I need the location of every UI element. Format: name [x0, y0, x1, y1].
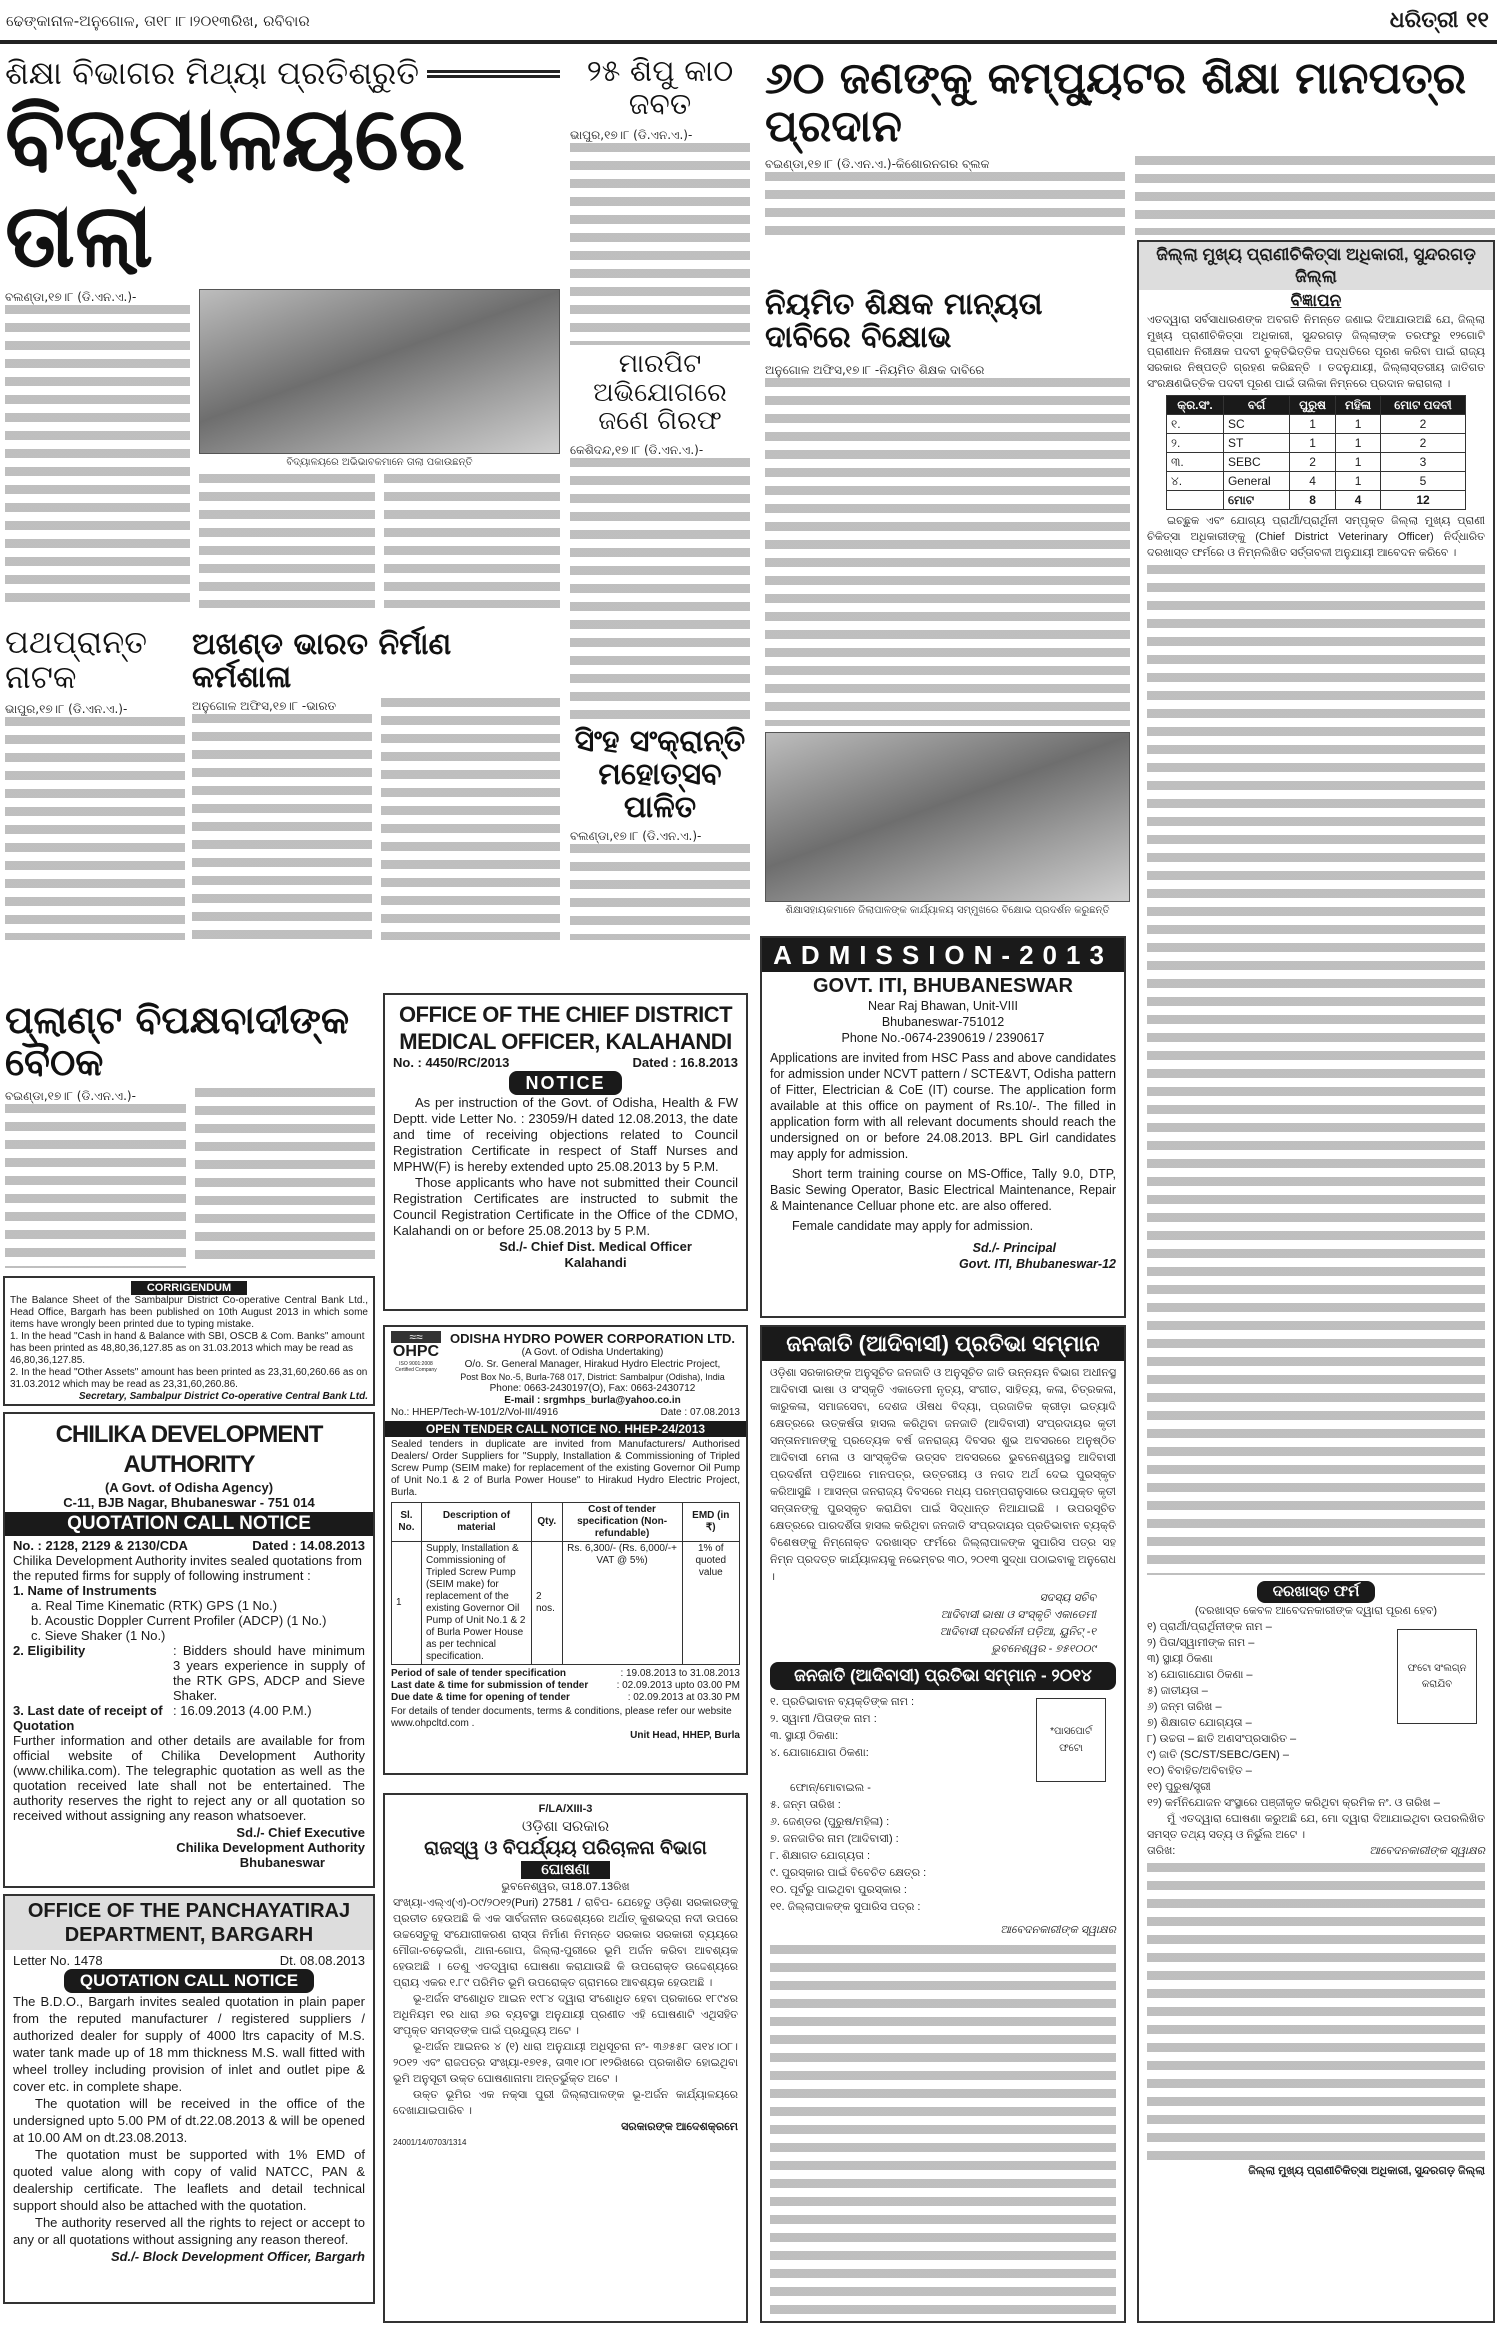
- page-header: [0, 0, 1497, 44]
- panchayat-p2: The quotation will be received in the office of the undersigned upto 5.00 PM of dt.22.08.2013 & will be opened at 10.00 AM on dt.23.08.2013.: [13, 2096, 365, 2145]
- article-body: [570, 844, 750, 940]
- vet-ad: [1137, 240, 1495, 2323]
- passport-photo-box: [1036, 1698, 1106, 1782]
- term-label: Due date & time for opening of tender: [391, 1692, 570, 1703]
- form-field: ୧. ପ୍ରତିଭାବାନ ବ୍ୟକ୍ତିଙ୍କ ନାମ :: [770, 1696, 915, 1708]
- form-field: ୯) ଜାତି (SC/ST/SEBC/GEN) –: [1147, 1749, 1289, 1761]
- form-field: ୨. ସ୍ୱାମୀ /ପିତାଙ୍କ ନାମ :: [770, 1713, 877, 1725]
- headline-plant-meeting: ପ୍ଲାଣ୍ଟ ବିପକ୍ଷବାଦୀଙ୍କ ବୈଠକ: [5, 998, 350, 1084]
- admission-p3: Female candidate may apply for admission.: [792, 1219, 1034, 1233]
- table-cell: SC: [1223, 415, 1289, 434]
- article-body: [5, 717, 185, 940]
- form-field: ୧୨) କର୍ମନିଯୋଜନ ସଂସ୍ଥାରେ ପଞ୍ଜୀକୃତ କରିଥିବା କ୍ରମିକ ନଂ. ଓ ତାରିଖ –: [1147, 1797, 1440, 1809]
- form-field: ୧୧) ପୁରୁଷ/ସ୍ତ୍ରୀ: [1147, 1781, 1211, 1793]
- article-body: [765, 172, 1125, 235]
- table-cell: 1: [1336, 472, 1381, 491]
- cdmo-date: Dated : 16.8.2013: [632, 1055, 738, 1070]
- panchayat-ad: [3, 1894, 375, 2304]
- headline-festival: ସିଂହ ସଂକ୍ରାନ୍ତି ମହୋତ୍ସବ ପାଳିତ: [574, 724, 746, 825]
- chilika-last: : 16.09.2013 (4.00 P.M.): [173, 1703, 312, 1718]
- form-field: ୫) ଜାତୀୟତା –: [1147, 1685, 1208, 1697]
- photo-attach-label: ଫଟୋ ସଂଲଗ୍ନ କରାଯିବ: [1407, 1662, 1467, 1690]
- dateline-teachers: ଅନୁଗୋଳ ଅଫିସ,୧୭।୮ -ନିୟମିତ ଶିକ୍ଷକ ଦାବିରେ: [765, 362, 1130, 378]
- cdmo-no: No. : 4450/RC/2013: [393, 1055, 510, 1070]
- chilika-sub: (A Govt. of Odisha Agency): [104, 1480, 274, 1495]
- corrigendum-body: The Balance Sheet of the Sambalpur District Co-operative Central Bank Ltd., Head Office, Bargarh has been published on 10th August 2013 in which some items have wrongly been printed due to typing mistake.: [10, 1295, 368, 1330]
- headline-school-lock: ବିଦ୍ୟାଳୟରେ ତାଲା: [5, 87, 466, 287]
- vet-sign: ଜିଲ୍ଲା ମୁଖ୍ୟ ପ୍ରାଣୀଚିକିତ୍ସା ଅଧିକାରୀ, ସୁନ୍ଦରଗଡ଼ ଜିଲ୍ଲା: [1248, 2165, 1485, 2177]
- applicant-signature: ଆବେଦନକାରୀଙ୍କ ସ୍ୱାକ୍ଷର: [1000, 1924, 1116, 1936]
- form-field: ୧) ପ୍ରାର୍ଥୀ/ପ୍ରାର୍ଥିନୀଙ୍କ ନାମ –: [1147, 1621, 1272, 1633]
- table-cell: General: [1223, 472, 1289, 491]
- admission-title: ADMISSION-2013: [762, 938, 1124, 972]
- ohpc-notice: OPEN TENDER CALL NOTICE NO. HHEP-24/2013: [385, 1421, 746, 1437]
- ohpc-logo: [391, 1331, 441, 1407]
- vet-declaration: ମୁଁ ଏତଦ୍ୱାରା ଘୋଷଣା କରୁଅଛି ଯେ, ମୋ ଦ୍ୱାରା ଦିଆଯାଇଥିବା ଉପରଲିଖିତ ସମସ୍ତ ତଥ୍ୟ ସତ୍ୟ ଓ ନିର୍ଭୁଲ ଅଟେ ।: [1147, 1813, 1485, 1841]
- admission-addr: Bhubaneswar-751012: [881, 1015, 1005, 1029]
- chilika-sign: Chilika Development Authority: [176, 1840, 365, 1855]
- table-header: ମହିଳା: [1336, 396, 1381, 415]
- vet-posts-table: [1166, 395, 1466, 510]
- form-field: ୩) ସ୍ଥାୟୀ ଠିକଣା: [1147, 1653, 1213, 1665]
- chilika-h1: 1. Name of Instruments: [13, 1583, 157, 1598]
- article-body: [570, 143, 750, 345]
- table-header: Cost of tender specification (Non-refundable): [562, 1503, 682, 1542]
- table-cell: 1% of quoted value: [682, 1542, 739, 1665]
- form-field: ୮) ଉଚ୍ଚତା – ଛାତି ଅଣସଂପ୍ରସାରିତ –: [1147, 1733, 1297, 1745]
- ohpc-addr: Post Box No.-5, Burla-768 017, District: Sambalpur (Odisha), India: [460, 1372, 725, 1382]
- cdmo-p1: As per instruction of the Govt. of Odisha, Health & FW Deptt. vide Letter No. : 23059/H dated 12.08.2013, the date and time of receiving objections related to Council Registration Certificate in respect of Staff Nurses and MPHW(F) is hereby extended upto 25.08.2013 by 5 P.M.: [393, 1095, 738, 1174]
- table-cell: 8: [1290, 491, 1336, 510]
- table-cell: 1: [1336, 434, 1381, 453]
- corrigendum-item: 2. In the head "Other Assets" amount has been printed as 23,31,60,260.66 as on 31.03.2012 which may be read as 23,31,60,260.86.: [10, 1367, 368, 1390]
- form-field: ୭. ଜନଜାତିର ନାମ (ଆଦିବାସୀ) :: [770, 1833, 899, 1845]
- form-field: ୭) ଶିକ୍ଷାଗତ ଯୋଗ୍ୟତା –: [1147, 1717, 1252, 1729]
- revenue-p4: ଉକ୍ତ ଭୂମିର ଏକ ନକ୍ସା ପୁରୀ ଜିଲ୍ଲାପାଳଙ୍କ ଭୂ-ଅର୍ଜନ କାର୍ଯ୍ୟାଳୟରେ ଦେଖାଯାଇପାରିବ ।: [393, 2089, 738, 2117]
- dateline-workshop: ଅନୁଗୋଳ ଅଫିସ,୧୭।୮ -ଭାରତ: [192, 698, 372, 714]
- panchayat-p4: The authority reserved all the rights to reject or accept to any or all quotations without assigning any reason thereof.: [13, 2215, 365, 2247]
- table-cell: 1: [1336, 453, 1381, 472]
- form-field: ୯. ପୁରସ୍କାର ପାଇଁ ବିବେଚିତ କ୍ଷେତ୍ର :: [770, 1867, 927, 1879]
- admission-phone: Phone No.-0674-2390619 / 2390617: [841, 1031, 1045, 1045]
- article-body: [570, 458, 750, 720]
- article-street-play: [5, 625, 185, 940]
- chilika-last-label: 3. Last date of receipt of Quotation: [13, 1703, 163, 1733]
- table-cell: 1: [1290, 434, 1336, 453]
- photo-teachers-protest: [765, 732, 1130, 902]
- revenue-dept: ରାଜସ୍ୱ ଓ ବିପର୍ଯ୍ୟୟ ପରିଚାଳନା ବିଭାଗ: [424, 1838, 707, 1859]
- headline-assault: ମାରପିଟ ଅଭିଯୋଗରେ ଜଣେ ଗିରଫ: [593, 349, 727, 437]
- revenue-p1: ସଂଖ୍ୟା-ଏଲ୍ଏ(ଏ)-୦୯/୨୦୧୨(Puri) 27581 / ରାବିପ- ଯେହେତୁ ଓଡ଼ିଶା ସରକାରଙ୍କୁ ପ୍ରତୀତ ହେଉଅଛି କି ଏକ ସାର୍ବଜନୀନ ଉଦ୍ଦେଶ୍ୟରେ ଅର୍ଥାତ୍ କୁଶଭଦ୍ରା ନଦୀ ଉପରେ ଉଚ୍ଚସେତୁକୁ ସଂଯୋଗୀକରଣ ରାସ୍ତା ନିର୍ମାଣ ନିମନ୍ତେ ସରକାର ସରକାରୀ ବ୍ୟୟରେ ମୌଜା-ଚଢ଼େଇଗାଁ, ଥାନା-ଗୋପ, ଜିଲ୍ଲା-ପୁରୀରେ ଭୂମି ଅର୍ଜନ କରିବା ଆବଶ୍ୟକ ହେଉଅଛି । ତେଣୁ ଏତଦ୍ୱାରା ଘୋଷଣା କରାଯାଉଛି କି ଉପରୋକ୍ତ ଉଦ୍ଦେଶ୍ୟରେ ପ୍ରାୟ ଏକର ୧.୮୯ ପରିମିତ ଭୂମି ଉପରୋକ୍ତ ଗ୍ରାମରେ ଆବଶ୍ୟକ ହେଉଅଛି ।: [393, 1897, 738, 1989]
- caption-school-lock: ବିଦ୍ୟାଳୟରେ ଅଭିଭାବକମାନେ ତାଲା ପକାଉଛନ୍ତି: [286, 456, 473, 468]
- panchayat-title: OFFICE OF THE PANCHAYATIRAJ DEPARTMENT, BARGARH: [5, 1896, 373, 1950]
- revenue-p2: ଭୂ-ଅର୍ଜନ ସଂଶୋଧିତ ଆଇନ ୧୯୮୪ ଦ୍ୱାରା ସଂଶୋଧିତ ହେବା ପ୍ରକାରେ ୧୮୯୪ର ଅଧିନିୟମ ୧ର ଧାରା ୬ର ବ୍ୟବସ୍ଥା ଅନୁଯାୟୀ ପ୍ରଣୀତ ଏହି ଘୋଷଣାଟି ଏଥିସହିତ ସଂପୃକ୍ତ ସମସ୍ତଙ୍କ ପାଇଁ ପ୍ରଯୁଜ୍ୟ ଅଟେ ।: [393, 1993, 738, 2037]
- ohpc-title: ODISHA HYDRO POWER CORPORATION LTD.: [449, 1331, 736, 1346]
- dateline-festival: ବଲଣ୍ଡା,୧୭।୮ (ଡି.ଏନ.ଏ.)-: [570, 828, 750, 844]
- form-field: ୧୦) ବିବାହିତ/ଅବିବାହିତ –: [1147, 1765, 1252, 1777]
- form-field: ୩. ସ୍ଥାୟୀ ଠିକଣା:: [770, 1730, 839, 1742]
- passport-photo-label: *ପାସପୋର୍ଟ ଫଟୋ: [1050, 1726, 1092, 1754]
- chilika-sign: Bhubaneswar: [239, 1855, 325, 1870]
- term-label: Period of sale of tender specification: [391, 1668, 567, 1679]
- tribal-award-ad: [760, 1325, 1126, 2323]
- tribal-body: ଓଡ଼ିଶା ସରକାରଙ୍କ ଅନୁସୂଚିତ ଜନଜାତି ଓ ଅନୁସୂଚିତ ଜାତି ଉନ୍ନୟନ ବିଭାଗ ଅଧୀନସ୍ଥ ଆଦିବାସୀ ଭାଷା ଓ ସଂସ୍କୃତି ଏକାଡେମୀ ନୃତ୍ୟ, ସଂଗୀତ, ସାହିତ୍ୟ, କଳା, ଚିତ୍ରକଳା, କାରୁକଳା, ସମାଜସେବା, ଦେଶଜ ଔଷଧ ବିଦ୍ୟା, ପ୍ରଜାତିକ କ୍ରୀଡ଼ା ଇତ୍ୟାଦି କ୍ଷେତ୍ରରେ ଉତ୍କର୍ଷତା ହାସଲ କରିଥିବା ଜନଜାତି (ଆଦିବାସୀ) ସଂପ୍ରଦାୟର କୃତୀ ସନ୍ତାନମାନଙ୍କୁ ପ୍ରତ୍ୟେକ ବର୍ଷ ଜନରାଜ୍ୟ ଦିବସର ଶୁଭ ଅବସରରେ ଅନୁଷ୍ଠିତ ଆଦିବାସୀ ମେଳା ଓ ସାଂସ୍କୃତିକ ଉତ୍ସବ ଅବସରରେ ଭୁବନେଶ୍ୱରସ୍ଥ ଆଦିବାସୀ ପ୍ରଦର୍ଶନୀ ପଡ଼ିଆରେ ମାନପତ୍ର, ଉତ୍ତରୀୟ ଓ ନଗଦ ଅର୍ଥ ଦେଇ ପୁରସ୍କୃତ କରିଆସୁଛି । ଆସନ୍ତା ଜନରାଜ୍ୟ ଦିବସରେ ମଧ୍ୟ ପରମ୍ପରାନୁସାରେ ଉପଯୁକ୍ତ କୃତୀ ସନ୍ତାନଙ୍କୁ ପୁରସ୍କୃତ କରାଯିବା ପାଇଁ ସିଦ୍ଧାନ୍ତ ନିଆଯାଇଛି । ଉପରସୂଚିତ କ୍ଷେତ୍ରରେ ପାରଦର୍ଶିତା ହାସଲ କରିଥିବା ଜନଜାତି ସଂପ୍ରଦାୟର ପ୍ରତିଭାବାନ ବ୍ୟକ୍ତି ବିଶେଷଙ୍କୁ ନିମ୍ନୋକ୍ତ ଦରଖାସ୍ତ ଫର୍ମରେ ଜିଲ୍ଲାପାଳଙ୍କ ସୁପାରିସ ପତ୍ର ସହ ନିମ୍ନ ପ୍ରଦତ୍ତ କାର୍ଯ୍ୟାଳୟକୁ ନଭେମ୍ବର ୩୦, ୨୦୧୩ ସୁଦ୍ଧା ପଠାଇବାକୁ ଅନୁରୋଧ ।: [770, 1367, 1116, 1583]
- cdmo-title: OFFICE OF THE CHIEF DISTRICT MEDICAL OFFICER, KALAHANDI: [398, 1002, 733, 1054]
- vet-after: ଇଚ୍ଛୁକ ଏବଂ ଯୋଗ୍ୟ ପ୍ରାର୍ଥୀ/ପ୍ରାର୍ଥିନୀ ସମ୍ପୃକ୍ତ ଜିଲ୍ଲା ମୁଖ୍ୟ ପ୍ରାଣୀ ଚିକିତ୍ସା ଅଧିକାରୀଙ୍କୁ (Chief District Veterinary Officer) ନିର୍ଦ୍ଧାରିତ ଦରଖାସ୍ତ ଫର୍ମରେ ଓ ନିମ୍ନଲିଖିତ ସର୍ତ୍ତାବଳୀ ଅନୁଯାୟୀ ଆବେଦନ କରିବେ ।: [1147, 515, 1485, 559]
- masthead: ଧରିତ୍ରୀ ୧୧: [1389, 8, 1489, 33]
- corrigendum-item: 1. In the head "Cash in hand & Balance with SBI, OSCB & Com. Banks" amount has been printed as 48,80,36,127.85 as on 31.03.2013 which may be read as 46,80,36,127.85.: [10, 1331, 365, 1366]
- form-field: ୧୧. ଜିଲ୍ଲାପାଳଙ୍କ ସୁପାରିସ ପତ୍ର :: [770, 1901, 921, 1913]
- term-value: : 19.08.2013 to 31.08.2013: [620, 1668, 740, 1679]
- dateline-computer: ବଇଣ୍ଡା,୧୭।୮ (ଡି.ଏନ.ଏ.)-କିଶୋରନଗର ବ୍ଲକ: [765, 156, 1125, 172]
- vet-date-label: ତାରିଖ:: [1147, 1845, 1176, 1857]
- table-row: [1167, 453, 1466, 472]
- chilika-intro: Chilika Development Authority invites sealed quotations from the reputed firms for supply of following instrument :: [13, 1553, 363, 1583]
- dateline-plant-meeting: ବଇଣ୍ଡା,୧୭।୮ (ଡି.ଏନ.ଏ.)-: [5, 1088, 186, 1104]
- ohpc-phone: Phone: 0663-2430197(O), Fax: 0663-2430712: [489, 1383, 696, 1394]
- table-row: [1167, 415, 1466, 434]
- article-body: [765, 378, 1130, 726]
- revenue-p3: ଭୂ-ଅର୍ଜନ ଆଇନର ୪ (୧) ଧାରା ଅନୁଯାୟୀ ଅଧିସୂଚନା ନଂ- ୩୬୫୫୮ ତା୧୪।୦୮।୨୦୧୨ ଏବଂ ରାଜପତ୍ର ସଂଖ୍ୟା-୧୭୧୫, ତା୩୧।୦୮।୧୨ରିଖରେ ପ୍ରକାଶିତ ହୋଇଥିବା ଭୂମି ଅନୁସୂଚୀ ଉକ୍ତ ଘୋଷଣାନାମା ଅନ୍ତର୍ଭୁକ୍ତ ଅଟେ ।: [393, 2041, 738, 2085]
- dateline: ଢେଙ୍କାନାଳ-ଅନୁଗୋଳ, ତା୧୮।୮।୨୦୧୩ରିଖ, ରବିବାର: [6, 12, 310, 30]
- kicker-school-lock: ଶିକ୍ଷା ବିଭାଗର ମିଥ୍ୟା ପ୍ରତିଶ୍ରୁତି: [5, 54, 420, 92]
- terms-list: [770, 1945, 1116, 2315]
- table-row: [392, 1542, 740, 1665]
- table-cell: SEBC: [1223, 453, 1289, 472]
- table-cell: ST: [1223, 434, 1289, 453]
- admission-sign: Govt. ITI, Bhubaneswar-12: [959, 1257, 1116, 1271]
- table-cell: 2: [1381, 434, 1466, 453]
- ohpc-footer: For details of tender documents, terms & conditions, please refer our website www.ohpcltd.com .: [391, 1706, 732, 1729]
- photo-school-lock: [199, 289, 560, 454]
- revenue-ad: [383, 1793, 748, 2323]
- revenue-notice: ଘୋଷଣା: [521, 1861, 609, 1879]
- corrigendum-ad: [3, 1276, 375, 1406]
- headline-workshop: ଅଖଣ୍ଡ ଭାରତ ନିର୍ମାଣ କର୍ମଶାଳା: [192, 627, 452, 695]
- form-field: ୮. ଶିକ୍ଷାଗତ ଯୋଗ୍ୟତା :: [770, 1850, 871, 1862]
- table-cell: ମୋଟ: [1223, 491, 1289, 510]
- panchayat-date: Dt. 08.08.2013: [279, 1953, 365, 1968]
- term-label: Last date & time for submission of tender: [391, 1680, 589, 1691]
- article-body: [1135, 156, 1495, 235]
- table-cell: 1: [392, 1542, 422, 1665]
- chilika-elig-label: 2. Eligibility: [13, 1643, 86, 1658]
- dateline-street-play: ଭାପୁର,୧୭।୮ (ଡି.ଏନ.ଏ.)-: [5, 701, 185, 717]
- table-cell: ୩.: [1167, 453, 1224, 472]
- table-header: Description of material: [421, 1503, 531, 1542]
- admission-sign: Sd./- Principal: [972, 1241, 1056, 1255]
- chilika-further: Further information and other details are available for from official website of Chilika Development Authority (www.chilika.com). The telegraphic quotation as well as the quotation received late shall not be entertained. The authority reserves the right to reject any or all quotation so received without assigning any reason whatsoever.: [13, 1733, 365, 1823]
- ohpc-logo-sub: ISO 9001:2008 Certified Company: [395, 1361, 437, 1373]
- form-field: ୧୦. ପୂର୍ବରୁ ପାଇଥିବା ପୁରସ୍କାର :: [770, 1884, 907, 1896]
- ohpc-date: Date : 07.08.2013: [660, 1407, 740, 1418]
- ohpc-wave-icon: ≈≈: [391, 1331, 441, 1343]
- form-field: ୬) ଜନ୍ମ ତାରିଖ –: [1147, 1701, 1222, 1713]
- tribal-form-title: ଜନଜାତି (ଆଦିବାସୀ) ପ୍ରତିଭା ସମ୍ମାନ - ୨୦୧୪: [770, 1662, 1116, 1690]
- chilika-notice: QUOTATION CALL NOTICE: [5, 1512, 373, 1536]
- article-body: [5, 305, 190, 608]
- vet-form-note: (ଦରଖାସ୍ତ କେବଳ ଆବେଦନକାରୀଙ୍କ ଦ୍ୱାରା ପୂରଣ ହେବ): [1194, 1605, 1438, 1617]
- table-cell: [1167, 491, 1224, 510]
- tribal-sign: ଆଦିବାସୀ ଭାଷା ଓ ସଂସ୍କୃତି ଏକାଡେମୀ: [940, 1609, 1096, 1621]
- table-cell: 1: [1336, 415, 1381, 434]
- chilika-item: a. Real Time Kinematic (RTK) GPS (1 No.): [31, 1598, 278, 1613]
- ohpc-logo-text: OHPC: [392, 1343, 440, 1360]
- table-header: ବର୍ଗ: [1223, 396, 1289, 415]
- tribal-title: ଜନଜାତି (ଆଦିବାସୀ) ପ୍ରତିଭା ସମ୍ମାନ: [762, 1327, 1124, 1361]
- headline-timber: ୨୫ ଶିପୁ କାଠ ଜବତ: [586, 54, 734, 122]
- article-festival: [570, 725, 750, 940]
- chilika-address: C-11, BJB Nagar, Bhubaneswar - 751 014: [63, 1495, 315, 1510]
- revenue-ref: 24001/14/0703/1314: [393, 2138, 467, 2147]
- vet-form-title: ଦରଖାସ୍ତ ଫର୍ମ: [1257, 1581, 1376, 1603]
- chilika-item: c. Sieve Shaker (1 No.): [31, 1628, 166, 1643]
- form-field: ୪. ଯୋଗାଯୋଗ ଠିକଣା:: [770, 1747, 869, 1759]
- table-cell: 4: [1290, 472, 1336, 491]
- vet-intro: ଏତଦ୍ୱାରା ସର୍ବସାଧାରଣଙ୍କ ଅବଗତି ନିମନ୍ତେ ଜଣାଇ ଦିଆଯାଉଅଛି ଯେ, ଜିଲ୍ଲା ମୁଖ୍ୟ ପ୍ରାଣୀଚିକିତ୍ସା ଅଧିକାରୀ, ସୁନ୍ଦରଗଡ଼ ଜିଲ୍ଲାଙ୍କ ତରଫରୁ ୧୨ଗୋଟି ପ୍ରାଣୀଧନ ନିରୀକ୍ଷକ ପଦବୀ ଚୁକ୍ତିଭିତ୍ତିକ ପଦ୍ଧତିରେ ପୂରଣ କରିବା ପାଇଁ ରାଜ୍ୟ ସରକାର ନିଷ୍ପତ୍ତି ଗ୍ରହଣ କରିଛନ୍ତି । ତଦନୁଯାୟୀ, ଜିଲ୍ଲାସ୍ତରୀୟ ଜାତିଗତ ସଂରକ୍ଷଣଭିତ୍ତିକ ପଦବୀ ପୂରଣ ପାଇଁ ତାଲିକା ନିମ୍ନରେ ପ୍ରଦାନ କରାଗଲା ।: [1147, 314, 1485, 390]
- term-value: : 02.09.2013 at 03.30 PM: [627, 1692, 740, 1703]
- table-header: Qty.: [531, 1503, 562, 1542]
- dateline-timber: ଭାପୁର,୧୭।୮ (ଡି.ଏନ.ଏ.)-: [570, 127, 750, 143]
- article-school-lock: [5, 56, 560, 608]
- article-body: [195, 1088, 376, 1268]
- article-plant-meeting: [5, 1000, 375, 1268]
- headline-teachers: ନିୟମିତ ଶିକ୍ଷକ ମାନ୍ୟତା ଦାବିରେ ବିକ୍ଷୋଭ: [765, 287, 1043, 355]
- panchayat-p1: The B.D.O., Bargarh invites sealed quotation in plain paper from the reputed manufacturer / registered suppliers / authorized dealer for supply of 4000 ltrs capacity of M.S. water tank made up of 18 mm thickness M.S. wall fitted with wheel trolley including provision of inlet and outlet pipe & cover etc. in complete shape.: [13, 1994, 365, 2094]
- form-field: ଫୋନ୍/ମୋବାଇଲ -: [790, 1782, 871, 1794]
- table-header: ମୋଟ ପଦବୀ: [1381, 396, 1466, 415]
- table-cell: ୪.: [1167, 472, 1224, 491]
- table-cell: 2: [1381, 415, 1466, 434]
- chilika-no: No. : 2128, 2129 & 2130/CDA: [13, 1538, 188, 1553]
- table-cell: 1: [1290, 415, 1336, 434]
- chilika-date: Dated : 14.08.2013: [252, 1538, 365, 1553]
- revenue-sign: ସରକାରଙ୍କ ଆଦେଶକ୍ରମେ: [621, 2121, 738, 2133]
- ohpc-tender-table: [391, 1502, 740, 1665]
- table-header: ପୁରୁଷ: [1290, 396, 1336, 415]
- chilika-ad: [3, 1412, 375, 1888]
- ohpc-no: No.: HHEP/Tech-W-101/2/Vol-III/4916: [391, 1407, 559, 1418]
- ohpc-sign: Unit Head, HHEP, Burla: [630, 1730, 740, 1741]
- article-body: [5, 1104, 186, 1268]
- headline-computer: ୬୦ ଜଣଙ୍କୁ କମ୍ପ୍ୟୁଟର ଶିକ୍ଷା ମାନପତ୍ର ପ୍ରଦାନ: [765, 53, 1467, 153]
- cdmo-sign: Sd./- Chief Dist. Medical Officer: [499, 1239, 692, 1254]
- article-computer: [765, 55, 1495, 235]
- chilika-title: CHILIKA DEVELOPMENT AUTHORITY: [55, 1421, 323, 1478]
- table-cell: 5: [1381, 472, 1466, 491]
- article-body: [192, 714, 372, 940]
- vet-title: ଜିଲ୍ଲା ମୁଖ୍ୟ ପ୍ରାଣୀଚିକିତ୍ସା ଅଧିକାରୀ, ସୁନ୍ଦରଗଡ଼ ଜିଲ୍ଲା: [1139, 242, 1493, 290]
- admission-ad: [760, 936, 1126, 1318]
- tribal-sign: ସଦସ୍ୟ ସଚିବ: [1039, 1592, 1096, 1604]
- dateline-assault: କେଶିଦନ୍ଦ,୧୭।୮ (ଡି.ଏନ.ଏ.)-: [570, 442, 750, 458]
- table-cell: ୨.: [1167, 434, 1224, 453]
- article-body: [384, 474, 560, 608]
- table-header: EMD (in ₹): [682, 1503, 739, 1542]
- ohpc-ad: [383, 1325, 748, 1775]
- table-header: କ୍ର.ସଂ.: [1167, 396, 1224, 415]
- revenue-place: ଭୁବନେଶ୍ୱର, ତା18.07.13ରିଖ: [501, 1881, 630, 1893]
- corrigendum-sign: Secretary, Sambalpur District Co-operative Central Bank Ltd.: [78, 1391, 368, 1402]
- cdmo-sign: Kalahandi: [564, 1255, 627, 1270]
- revenue-govt: ଓଡ଼ିଶା ସରକାର: [521, 1818, 610, 1835]
- table-cell: 2 nos.: [531, 1542, 562, 1665]
- article-timber: [570, 55, 750, 345]
- table-cell: 12: [1381, 491, 1466, 510]
- chilika-elig: : Bidders should have minimum 3 years experience in supply of the RTK GPS, ADCP and Sieve Shaker.: [173, 1643, 365, 1703]
- vet-subtitle: ବିଜ୍ଞାପନ: [1290, 291, 1342, 310]
- vet-applicant-sign: ଆବେଦନକାରୀଙ୍କ ସ୍ୱାକ୍ଷର: [1369, 1845, 1485, 1857]
- form-field: ୫. ଜନ୍ମ ତାରିଖ :: [770, 1799, 841, 1811]
- chilika-sign: Sd./- Chief Executive: [236, 1825, 365, 1840]
- revenue-code: F/LA/XIII-3: [538, 1803, 593, 1815]
- form-field: ୬. ଜେଣ୍ଡର (ପୁରୁଷ/ମହିଳା) :: [770, 1816, 890, 1828]
- panchayat-sign: Sd./- Block Development Officer, Bargarh: [110, 2249, 365, 2264]
- vet-documents-list: [1147, 1863, 1485, 2163]
- dateline-school-lock: ବଲଣ୍ଡା,୧୭।୮ (ଡି.ଏନ.ଏ.)-: [5, 289, 190, 305]
- ohpc-sub: (A Govt. of Odisha Undertaking): [521, 1347, 664, 1358]
- photo-attach-box: [1397, 1629, 1477, 1724]
- table-cell: 4: [1336, 491, 1381, 510]
- article-assault: [570, 350, 750, 720]
- table-cell: Rs. 6,300/- (Rs. 6,000/-+ VAT @ 5%): [562, 1542, 682, 1665]
- table-row-total: [1167, 491, 1466, 510]
- panchayat-p3: The quotation must be supported with 1% EMD of quoted value along with copy of valid NATCC, PAN & dealership certificate. The leaflets and detail technical support should also be attached with the quotation.: [13, 2147, 365, 2213]
- term-value: : 02.09.2013 upto 03.00 PM: [616, 1680, 740, 1691]
- article-body: [199, 474, 375, 608]
- article-workshop: [192, 628, 560, 940]
- table-row: [1167, 434, 1466, 453]
- tribal-sign: ଭୁବନେଶ୍ୱର - ୭୫୧୦୦୯: [991, 1643, 1096, 1655]
- form-field: ୨) ପିତା/ସ୍ୱାମୀଙ୍କ ନାମ –: [1147, 1637, 1255, 1649]
- ohpc-addr: O/o. Sr. General Manager, Hirakud Hydro Electric Project,: [464, 1359, 721, 1370]
- table-cell: 2: [1290, 453, 1336, 472]
- form-field: ୪) ଯୋଗାଯୋଗ ଠିକଣା –: [1147, 1669, 1253, 1681]
- cdmo-p2: Those applicants who have not submitted their Council Registration Certificates are instructed to submit the Council Registration Certificate in the Office of the CDMO, Kalahandi on or before 25.08.2013 by 5 P.M.: [393, 1175, 738, 1238]
- corrigendum-title: CORRIGENDUM: [131, 1281, 247, 1295]
- article-body: [381, 698, 561, 940]
- article-teachers: [765, 288, 1130, 918]
- table-row: [1167, 472, 1466, 491]
- table-cell: ୧.: [1167, 415, 1224, 434]
- table-cell: Supply, Installation & Commissioning of Tripled Screw Pump (SEIM make) for replacement of the existing Governor Oil Pump of Unit No.1 & 2 of Burla Power House as per technical specification.: [421, 1542, 531, 1665]
- admission-inst: GOVT. ITI, BHUBANESWAR: [812, 975, 1073, 997]
- ohpc-intro: Sealed tenders in duplicate are invited from Manufacturers/ Authorised Dealers/ Order Suppliers for "Supply, Installation & Commissioning of Tripled Screw Pump (SEIM make) for replacement of the existing Governor Oil Pump of Unit No.1 & 2 of Burla Power House" to Hirakud Hydro Electric Project, Burla.: [391, 1439, 740, 1498]
- panchayat-notice: QUOTATION CALL NOTICE: [64, 1969, 314, 1993]
- chilika-item: b. Acoustic Doppler Current Profiler (ADCP) (1 No.): [31, 1613, 327, 1628]
- vet-conditions: [1147, 565, 1485, 1575]
- ohpc-email: E-mail : srgmhps_burla@yahoo.co.in: [504, 1395, 681, 1406]
- admission-addr: Near Raj Bhawan, Unit-VIII: [867, 999, 1019, 1013]
- table-cell: 3: [1381, 453, 1466, 472]
- admission-p2: Short term training course on MS-Office, Tally 9.0, DTP, Basic Sewing Operator, Basic Electrical Maintenance, Repair & Maintenance Celluar phone etc. are also offered.: [770, 1167, 1116, 1213]
- tribal-sign: ଆଦିବାସୀ ପ୍ରଦର୍ଶନୀ ପଡ଼ିଆ, ୟୁନିଟ୍ -୧: [939, 1626, 1096, 1638]
- headline-street-play: ପଥପ୍ରାନ୍ତ ନାଟକ: [5, 623, 148, 697]
- cdmo-ad: [383, 993, 748, 1311]
- admission-p1: Applications are invited from HSC Pass and above candidates for admission under NCVT pattern / SCTE&VT, Odisha pattern of Fitter, Electrician & CoE (IT) course. The application form available at this office on payment of Rs.10/-. The filled in application form with all relevant documents should reach the undersigned on or before 24.08.2013. BPL Girl candidates may apply for admission.: [770, 1051, 1116, 1161]
- cdmo-notice: NOTICE: [509, 1071, 621, 1095]
- kicker-rule: [427, 70, 560, 78]
- table-header: Sl. No.: [392, 1503, 422, 1542]
- caption-teachers: ଶିକ୍ଷାସହାୟକମାନେ ଜିଲାପାଳଙ୍କ କାର୍ଯ୍ୟାଳୟ ସମ୍ମୁଖରେ ବିକ୍ଷୋଭ ପ୍ରଦର୍ଶନ କରୁଛନ୍ତି: [785, 905, 1110, 916]
- panchayat-letter: Letter No. 1478: [13, 1953, 103, 1968]
